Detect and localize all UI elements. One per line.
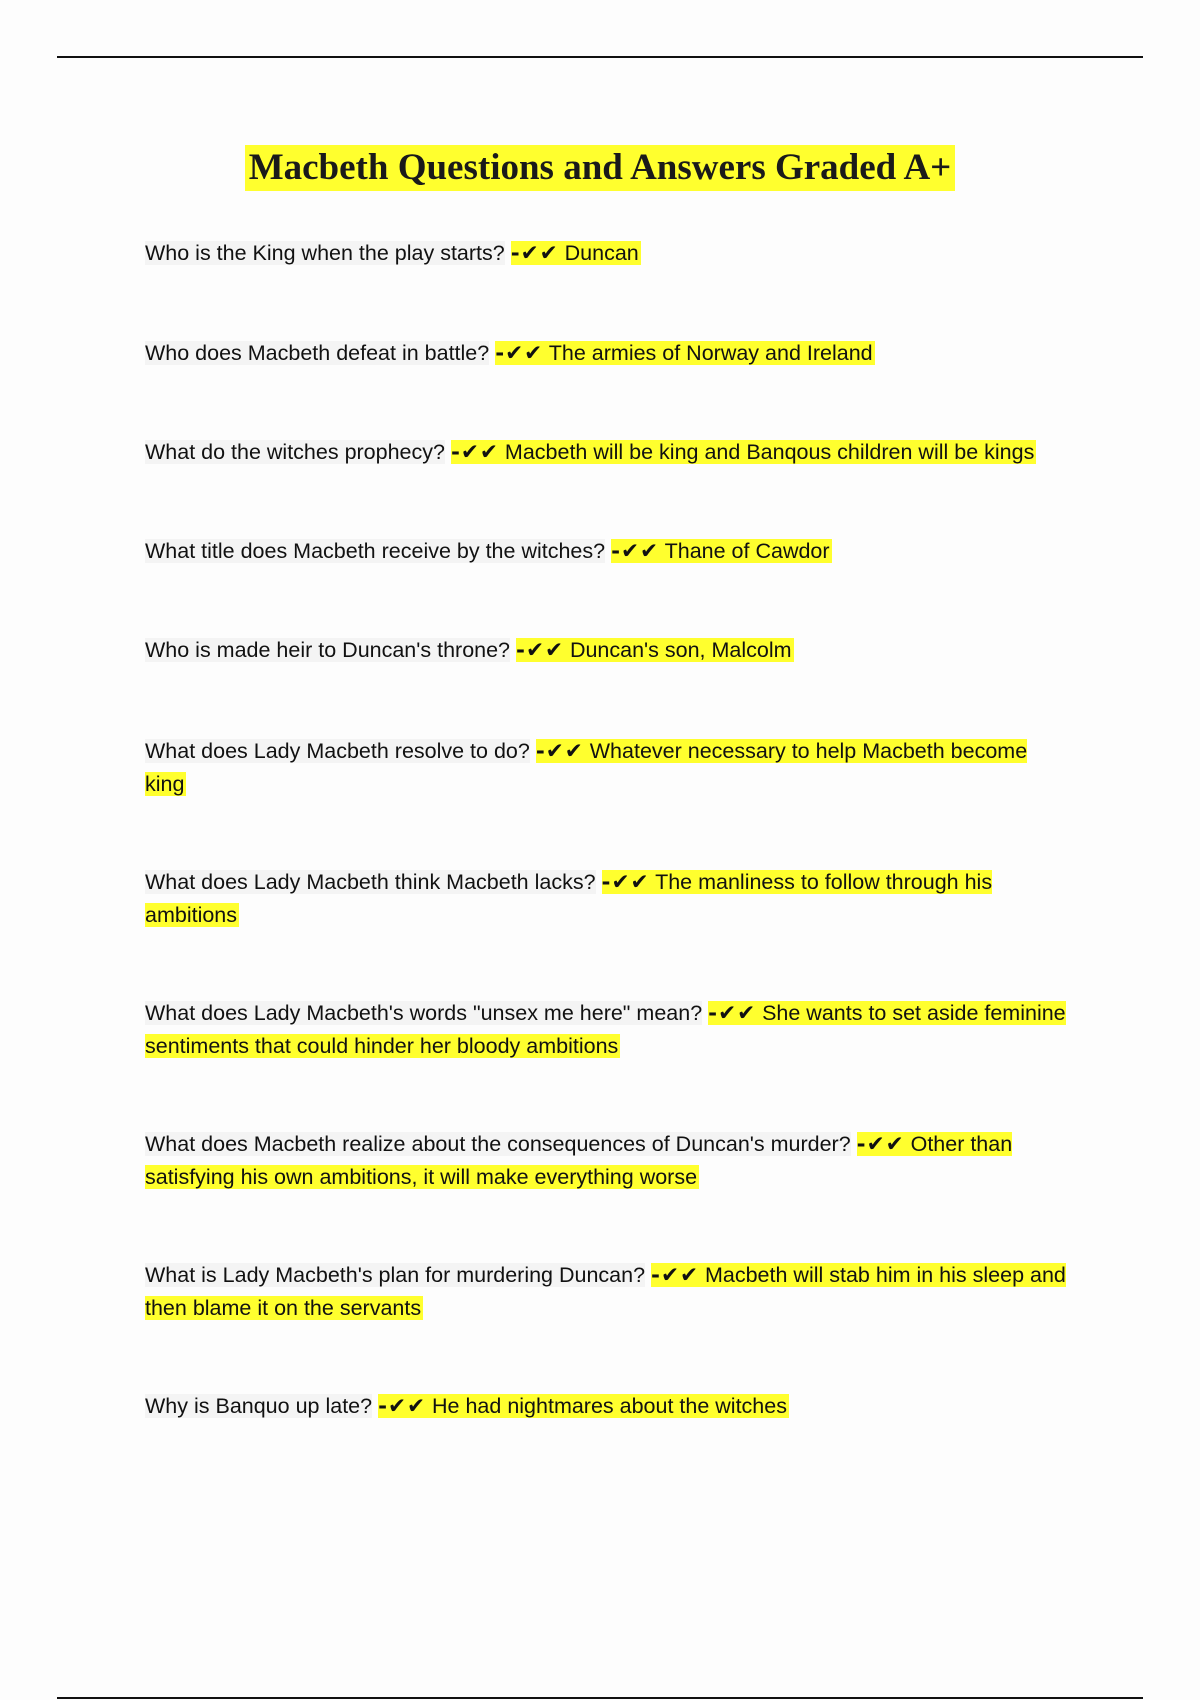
- answer: Macbeth will be king and Banqous children will be kings: [504, 440, 1035, 464]
- question: What does Lady Macbeth resolve to do?: [145, 739, 530, 763]
- check-marks-icon: -✔✔: [601, 870, 650, 895]
- check-marks-icon: -✔✔: [378, 1394, 427, 1419]
- question: What does Macbeth realize about the consequences of Duncan's murder?: [145, 1132, 851, 1156]
- answer: He had nightmares about the witches: [432, 1394, 787, 1418]
- document-title: Macbeth Questions and Answers Graded A+: [245, 145, 956, 191]
- title-block: [0, 145, 1200, 191]
- qa-item: [145, 337, 1070, 370]
- answer: The armies of Norway and Ireland: [548, 341, 873, 365]
- check-marks-icon: -✔✔: [708, 1001, 757, 1026]
- answer: She wants to set aside feminine sentiments that could hinder her bloody ambitions: [145, 1001, 1066, 1058]
- question: What do the witches prophecy?: [145, 440, 445, 464]
- question: What does Lady Macbeth's words "unsex me here" mean?: [145, 1001, 703, 1025]
- answer: Whatever necessary to help Macbeth become king: [145, 739, 1028, 796]
- qa-item: [145, 866, 1070, 932]
- check-marks-icon: -✔✔: [516, 638, 564, 663]
- answer: Thane of Cawdor: [664, 539, 830, 563]
- check-marks-icon: -✔✔: [856, 1132, 905, 1157]
- answer-highlight: [451, 440, 1036, 464]
- bottom-rule: [57, 1697, 1143, 1699]
- question: Who is the King when the play starts?: [145, 241, 505, 265]
- top-rule: [57, 56, 1143, 58]
- question: What does Lady Macbeth think Macbeth lacks?: [145, 870, 596, 894]
- answer: Duncan's son, Malcolm: [569, 638, 792, 662]
- check-marks-icon: -✔✔: [510, 241, 559, 266]
- qa-item: [145, 634, 1070, 667]
- check-marks-icon: -✔✔: [450, 440, 499, 465]
- qa-item: [145, 436, 1070, 469]
- check-marks-icon: -✔✔: [495, 341, 544, 366]
- answer: Macbeth will stab him in his sleep and then blame it on the servants: [145, 1263, 1066, 1320]
- check-marks-icon: -✔✔: [535, 739, 584, 764]
- answer: Duncan: [564, 241, 639, 265]
- question: Who does Macbeth defeat in battle?: [145, 341, 490, 365]
- answer-highlight: [511, 241, 641, 265]
- answer-highlight: [378, 1394, 789, 1418]
- answer: Other than satisfying his own ambitions, it will make everything worse: [145, 1132, 1013, 1189]
- answer-highlight: [495, 341, 874, 365]
- question: What title does Macbeth receive by the witches?: [145, 539, 606, 563]
- question: Why is Banquo up late?: [145, 1394, 373, 1418]
- qa-item: [145, 237, 1070, 270]
- qa-item: [145, 735, 1070, 801]
- qa-item: [145, 1259, 1070, 1325]
- answer-highlight: [611, 539, 831, 563]
- answer-highlight: [516, 638, 794, 662]
- qa-item: [145, 997, 1070, 1063]
- answer: The manliness to follow through his ambitions: [145, 870, 993, 927]
- check-marks-icon: -✔✔: [651, 1263, 699, 1288]
- question: Who is made heir to Duncan's throne?: [145, 638, 511, 662]
- qa-item: [145, 1390, 1070, 1423]
- question: What is Lady Macbeth's plan for murdering Duncan?: [145, 1263, 646, 1287]
- qa-item: [145, 1128, 1070, 1194]
- qa-item: [145, 535, 1070, 568]
- check-marks-icon: -✔✔: [611, 539, 660, 564]
